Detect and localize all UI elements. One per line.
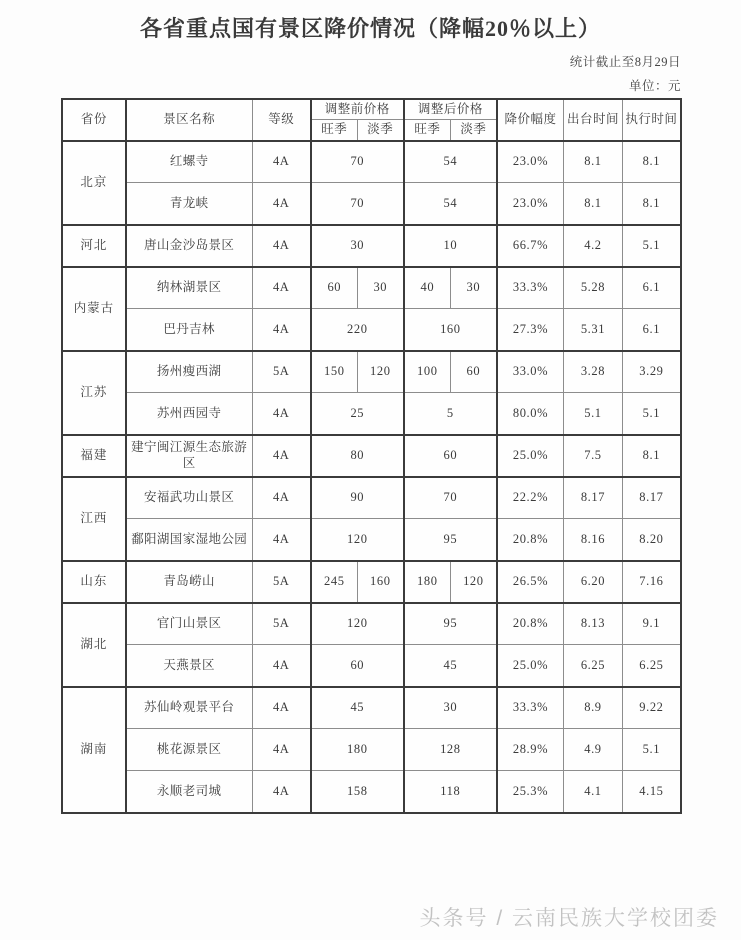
table-row bbox=[62, 771, 681, 813]
spot-name-cell: 青岛崂山 bbox=[126, 561, 252, 603]
price-after-cell: 54 bbox=[404, 141, 497, 183]
price-after-peak-cell: 180 bbox=[404, 561, 451, 603]
province-cell: 北京 bbox=[62, 141, 126, 225]
price-before-peak-cell: 245 bbox=[311, 561, 358, 603]
page-title: 各省重点国有景区降价情况（降幅20％以上） bbox=[139, 16, 601, 41]
price-after-peak-cell: 40 bbox=[404, 267, 451, 309]
level-cell: 4A bbox=[252, 141, 311, 183]
price-before-offpeak-cell: 160 bbox=[357, 561, 404, 603]
issue-date-cell: 5.28 bbox=[564, 267, 623, 309]
province-cell: 湖南 bbox=[62, 687, 126, 813]
reduction-cell: 22.2% bbox=[497, 477, 564, 519]
column-header-issue-date: 出台时间 bbox=[564, 99, 623, 141]
price-after-cell: 95 bbox=[404, 519, 497, 561]
price-after-cell: 30 bbox=[404, 687, 497, 729]
column-header-after-offpeak: 淡季 bbox=[450, 120, 497, 141]
effective-date-cell: 4.15 bbox=[622, 771, 681, 813]
price-before-cell: 90 bbox=[311, 477, 404, 519]
spot-name-cell: 唐山金沙岛景区 bbox=[126, 225, 252, 267]
spot-name-cell: 纳林湖景区 bbox=[126, 267, 252, 309]
column-header-reduction: 降价幅度 bbox=[497, 99, 564, 141]
issue-date-cell: 6.20 bbox=[564, 561, 623, 603]
table-row bbox=[62, 603, 681, 645]
reduction-cell: 25.3% bbox=[497, 771, 564, 813]
spot-name-cell: 天燕景区 bbox=[126, 645, 252, 687]
reduction-cell: 66.7% bbox=[497, 225, 564, 267]
table-row bbox=[62, 393, 681, 435]
price-after-cell: 45 bbox=[404, 645, 497, 687]
reduction-cell: 25.0% bbox=[497, 435, 564, 477]
level-cell: 4A bbox=[252, 729, 311, 771]
price-after-cell: 54 bbox=[404, 183, 497, 225]
spot-name-cell: 青龙峡 bbox=[126, 183, 252, 225]
table-row bbox=[62, 561, 681, 603]
reduction-cell: 27.3% bbox=[497, 309, 564, 351]
province-cell: 内蒙古 bbox=[62, 267, 126, 351]
price-before-cell: 70 bbox=[311, 183, 404, 225]
price-before-peak-cell: 150 bbox=[311, 351, 358, 393]
effective-date-cell: 6.25 bbox=[622, 645, 681, 687]
level-cell: 4A bbox=[252, 225, 311, 267]
reduction-cell: 20.8% bbox=[497, 603, 564, 645]
price-before-cell: 25 bbox=[311, 393, 404, 435]
price-before-cell: 45 bbox=[311, 687, 404, 729]
price-before-offpeak-cell: 30 bbox=[357, 267, 404, 309]
price-before-cell: 120 bbox=[311, 519, 404, 561]
effective-date-cell: 8.1 bbox=[622, 435, 681, 477]
price-after-offpeak-cell: 30 bbox=[450, 267, 497, 309]
table-row bbox=[62, 225, 681, 267]
price-before-cell: 30 bbox=[311, 225, 404, 267]
level-cell: 4A bbox=[252, 519, 311, 561]
issue-date-cell: 8.13 bbox=[564, 603, 623, 645]
level-cell: 4A bbox=[252, 687, 311, 729]
watermark-text: 头条号 / 云南民族大学校团委 bbox=[419, 907, 719, 930]
issue-date-cell: 8.9 bbox=[564, 687, 623, 729]
level-cell: 4A bbox=[252, 267, 311, 309]
price-before-peak-cell: 60 bbox=[311, 267, 358, 309]
reduction-cell: 33.3% bbox=[497, 267, 564, 309]
province-cell: 河北 bbox=[62, 225, 126, 267]
reduction-cell: 33.3% bbox=[497, 687, 564, 729]
issue-date-cell: 4.9 bbox=[564, 729, 623, 771]
table-row bbox=[62, 141, 681, 183]
column-header-effective-date: 执行时间 bbox=[622, 99, 681, 141]
column-header-before-peak: 旺季 bbox=[311, 120, 358, 141]
price-before-cell: 60 bbox=[311, 645, 404, 687]
issue-date-cell: 7.5 bbox=[564, 435, 623, 477]
table-row bbox=[62, 435, 681, 477]
effective-date-cell: 5.1 bbox=[622, 225, 681, 267]
price-before-cell: 180 bbox=[311, 729, 404, 771]
price-after-cell: 128 bbox=[404, 729, 497, 771]
province-cell: 山东 bbox=[62, 561, 126, 603]
table-body bbox=[62, 141, 681, 813]
statistics-cutoff-note: 统计截止至8月29日 bbox=[569, 55, 681, 69]
price-after-cell: 5 bbox=[404, 393, 497, 435]
table-row bbox=[62, 687, 681, 729]
effective-date-cell: 6.1 bbox=[622, 267, 681, 309]
level-cell: 4A bbox=[252, 645, 311, 687]
table-row bbox=[62, 309, 681, 351]
price-before-cell: 220 bbox=[311, 309, 404, 351]
reduction-cell: 33.0% bbox=[497, 351, 564, 393]
issue-date-cell: 5.31 bbox=[564, 309, 623, 351]
level-cell: 4A bbox=[252, 393, 311, 435]
column-header-level: 等级 bbox=[252, 99, 311, 141]
effective-date-cell: 8.1 bbox=[622, 141, 681, 183]
column-header-price-after: 调整后价格 bbox=[404, 99, 497, 120]
spot-name-cell: 鄱阳湖国家湿地公园 bbox=[126, 519, 252, 561]
table-row bbox=[62, 351, 681, 393]
effective-date-cell: 7.16 bbox=[622, 561, 681, 603]
effective-date-cell: 8.20 bbox=[622, 519, 681, 561]
column-header-province: 省份 bbox=[62, 99, 126, 141]
price-after-offpeak-cell: 120 bbox=[450, 561, 497, 603]
reduction-cell: 23.0% bbox=[497, 183, 564, 225]
level-cell: 4A bbox=[252, 435, 311, 477]
table-row bbox=[62, 729, 681, 771]
issue-date-cell: 8.1 bbox=[564, 141, 623, 183]
reduction-cell: 25.0% bbox=[497, 645, 564, 687]
reduction-cell: 26.5% bbox=[497, 561, 564, 603]
level-cell: 5A bbox=[252, 561, 311, 603]
issue-date-cell: 8.17 bbox=[564, 477, 623, 519]
spot-name-cell: 永顺老司城 bbox=[126, 771, 252, 813]
price-before-cell: 70 bbox=[311, 141, 404, 183]
price-before-offpeak-cell: 120 bbox=[357, 351, 404, 393]
table-row bbox=[62, 519, 681, 561]
effective-date-cell: 9.22 bbox=[622, 687, 681, 729]
spot-name-cell: 红螺寺 bbox=[126, 141, 252, 183]
price-after-cell: 60 bbox=[404, 435, 497, 477]
price-after-cell: 70 bbox=[404, 477, 497, 519]
effective-date-cell: 5.1 bbox=[622, 393, 681, 435]
spot-name-cell: 苏仙岭观景平台 bbox=[126, 687, 252, 729]
level-cell: 5A bbox=[252, 351, 311, 393]
issue-date-cell: 8.16 bbox=[564, 519, 623, 561]
price-before-cell: 158 bbox=[311, 771, 404, 813]
level-cell: 4A bbox=[252, 183, 311, 225]
table-row bbox=[62, 183, 681, 225]
table-header bbox=[62, 99, 681, 141]
reduction-cell: 80.0% bbox=[497, 393, 564, 435]
price-after-cell: 10 bbox=[404, 225, 497, 267]
column-header-price-before: 调整前价格 bbox=[311, 99, 404, 120]
effective-date-cell: 6.1 bbox=[622, 309, 681, 351]
price-after-cell: 160 bbox=[404, 309, 497, 351]
reduction-cell: 23.0% bbox=[497, 141, 564, 183]
province-cell: 江苏 bbox=[62, 351, 126, 435]
issue-date-cell: 4.1 bbox=[564, 771, 623, 813]
province-cell: 湖北 bbox=[62, 603, 126, 687]
column-header-before-offpeak: 淡季 bbox=[357, 120, 404, 141]
spot-name-cell: 建宁闽江源生态旅游区 bbox=[126, 435, 252, 477]
effective-date-cell: 5.1 bbox=[622, 729, 681, 771]
price-after-cell: 95 bbox=[404, 603, 497, 645]
header-row-top bbox=[62, 99, 681, 120]
spot-name-cell: 官门山景区 bbox=[126, 603, 252, 645]
currency-unit-note: 单位：元 bbox=[628, 79, 681, 93]
effective-date-cell: 3.29 bbox=[622, 351, 681, 393]
effective-date-cell: 8.1 bbox=[622, 183, 681, 225]
issue-date-cell: 5.1 bbox=[564, 393, 623, 435]
level-cell: 4A bbox=[252, 477, 311, 519]
price-before-cell: 80 bbox=[311, 435, 404, 477]
table-row bbox=[62, 267, 681, 309]
price-after-offpeak-cell: 60 bbox=[450, 351, 497, 393]
reduction-cell: 20.8% bbox=[497, 519, 564, 561]
effective-date-cell: 8.17 bbox=[622, 477, 681, 519]
issue-date-cell: 4.2 bbox=[564, 225, 623, 267]
table-row bbox=[62, 645, 681, 687]
price-after-peak-cell: 100 bbox=[404, 351, 451, 393]
issue-date-cell: 3.28 bbox=[564, 351, 623, 393]
level-cell: 4A bbox=[252, 309, 311, 351]
level-cell: 4A bbox=[252, 771, 311, 813]
scenic-price-reduction-table bbox=[61, 98, 682, 814]
effective-date-cell: 9.1 bbox=[622, 603, 681, 645]
price-after-cell: 118 bbox=[404, 771, 497, 813]
spot-name-cell: 安福武功山景区 bbox=[126, 477, 252, 519]
spot-name-cell: 苏州西园寺 bbox=[126, 393, 252, 435]
price-before-cell: 120 bbox=[311, 603, 404, 645]
level-cell: 5A bbox=[252, 603, 311, 645]
column-header-spot-name: 景区名称 bbox=[126, 99, 252, 141]
province-cell: 福建 bbox=[62, 435, 126, 477]
table-row bbox=[62, 477, 681, 519]
issue-date-cell: 8.1 bbox=[564, 183, 623, 225]
spot-name-cell: 巴丹吉林 bbox=[126, 309, 252, 351]
spot-name-cell: 桃花源景区 bbox=[126, 729, 252, 771]
province-cell: 江西 bbox=[62, 477, 126, 561]
issue-date-cell: 6.25 bbox=[564, 645, 623, 687]
reduction-cell: 28.9% bbox=[497, 729, 564, 771]
spot-name-cell: 扬州瘦西湖 bbox=[126, 351, 252, 393]
column-header-after-peak: 旺季 bbox=[404, 120, 451, 141]
